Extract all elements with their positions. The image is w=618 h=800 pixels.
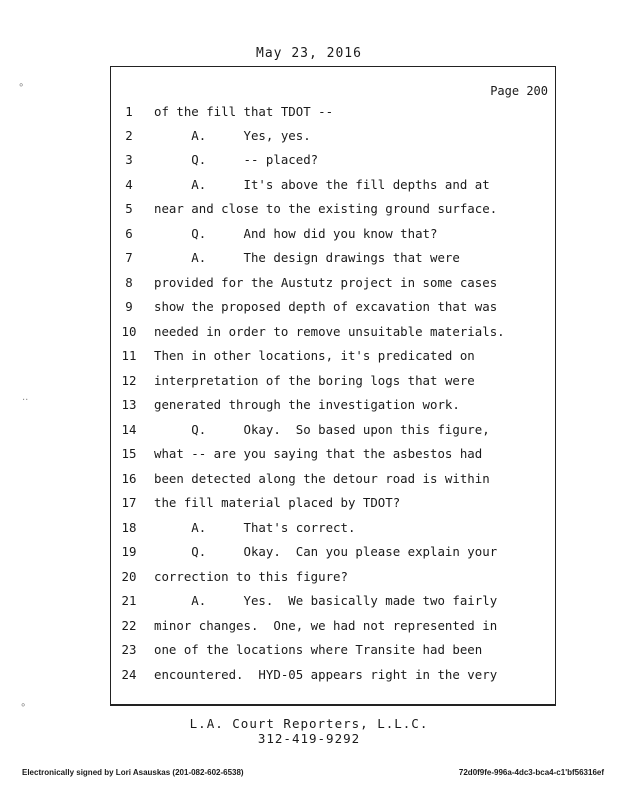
scan-speck: ∘: [18, 80, 25, 91]
electronic-signature-note: Electronically signed by Lori Asauskas (201-082-602-6538): [22, 768, 244, 777]
line-number: 18: [121, 520, 137, 535]
line-text: A. It's above the fill depths and at: [154, 177, 490, 192]
line-text: Q. And how did you know that?: [154, 226, 438, 241]
transcript-line: [110, 446, 556, 470]
line-text: A. That's correct.: [154, 520, 356, 535]
line-text: interpretation of the boring logs that were: [154, 373, 475, 388]
transcript-line: [110, 177, 556, 201]
transcript-line: [110, 544, 556, 568]
line-number: 22: [121, 618, 137, 633]
court-reporter-phone: 312-419-9292: [257, 731, 361, 746]
line-text: of the fill that TDOT --: [154, 104, 334, 119]
transcript-line: [110, 667, 556, 691]
line-number: 8: [125, 275, 133, 290]
transcript-line: [110, 642, 556, 666]
line-number: 21: [121, 593, 137, 608]
transcript-line: [110, 104, 556, 128]
line-number: 2: [125, 128, 133, 143]
transcript-line: [110, 569, 556, 593]
transcript-line: [110, 201, 556, 225]
line-text: what -- are you saying that the asbestos had: [154, 446, 483, 461]
line-number: 6: [125, 226, 133, 241]
line-text: needed in order to remove unsuitable materials.: [154, 324, 505, 339]
line-text: the fill material placed by TDOT?: [154, 495, 401, 510]
document-id: 72d0f9fe-996a-4dc3-bca4-c1'bf56316ef: [458, 768, 604, 777]
line-number: 15: [121, 446, 137, 461]
transcript-line: [110, 152, 556, 176]
line-number: 23: [121, 642, 137, 657]
transcript-line: [110, 226, 556, 250]
line-number: 3: [125, 152, 133, 167]
line-text: been detected along the detour road is within: [154, 471, 490, 486]
line-text: show the proposed depth of excavation that was: [154, 299, 498, 314]
line-number: 5: [125, 201, 133, 216]
line-number: 20: [121, 569, 137, 584]
transcript-line: [110, 275, 556, 299]
line-text: generated through the investigation work.: [154, 397, 460, 412]
line-text: Q. Okay. So based upon this figure,: [154, 422, 490, 437]
scan-speck: ∘: [20, 700, 27, 711]
scan-speck: ··: [22, 395, 29, 406]
transcript-line: [110, 299, 556, 323]
line-text: near and close to the existing ground surface.: [154, 201, 498, 216]
line-number: 4: [125, 177, 133, 192]
line-number: 9: [125, 299, 133, 314]
line-number: 13: [121, 397, 137, 412]
transcript-line: [110, 618, 556, 642]
transcript-line: [110, 348, 556, 372]
line-text: provided for the Austutz project in some cases: [154, 275, 498, 290]
line-number: 24: [121, 667, 137, 682]
transcript-line: [110, 495, 556, 519]
transcript-line: [110, 250, 556, 274]
line-number: 11: [121, 348, 137, 363]
line-number: 10: [121, 324, 137, 339]
transcript-date: May 23, 2016: [256, 46, 362, 61]
line-text: A. Yes. We basically made two fairly: [154, 593, 498, 608]
line-number: 12: [121, 373, 137, 388]
line-text: Then in other locations, it's predicated on: [154, 348, 475, 363]
line-text: Q. -- placed?: [154, 152, 319, 167]
transcript-line: [110, 471, 556, 495]
line-number: 1: [125, 104, 133, 119]
line-number: 17: [121, 495, 137, 510]
line-number: 7: [125, 250, 133, 265]
line-text: minor changes. One, we had not represented in: [154, 618, 498, 633]
transcript-line: [110, 128, 556, 152]
transcript-line: [110, 397, 556, 421]
transcript-line: [110, 593, 556, 617]
court-reporter-name: L.A. Court Reporters, L.L.C.: [189, 716, 429, 731]
line-text: one of the locations where Transite had been: [154, 642, 483, 657]
page-frame-bottom-rule: [110, 702, 556, 706]
page-number: Page 200: [490, 84, 548, 98]
line-number: 16: [121, 471, 137, 486]
line-text: correction to this figure?: [154, 569, 348, 584]
line-text: A. Yes, yes.: [154, 128, 311, 143]
transcript-line: [110, 324, 556, 348]
transcript-line: [110, 373, 556, 397]
line-text: A. The design drawings that were: [154, 250, 460, 265]
transcript-line: [110, 520, 556, 544]
line-text: Q. Okay. Can you please explain your: [154, 544, 498, 559]
transcript-line: [110, 422, 556, 446]
line-text: encountered. HYD-05 appears right in the very: [154, 667, 498, 682]
line-number: 19: [121, 544, 137, 559]
line-number: 14: [121, 422, 137, 437]
